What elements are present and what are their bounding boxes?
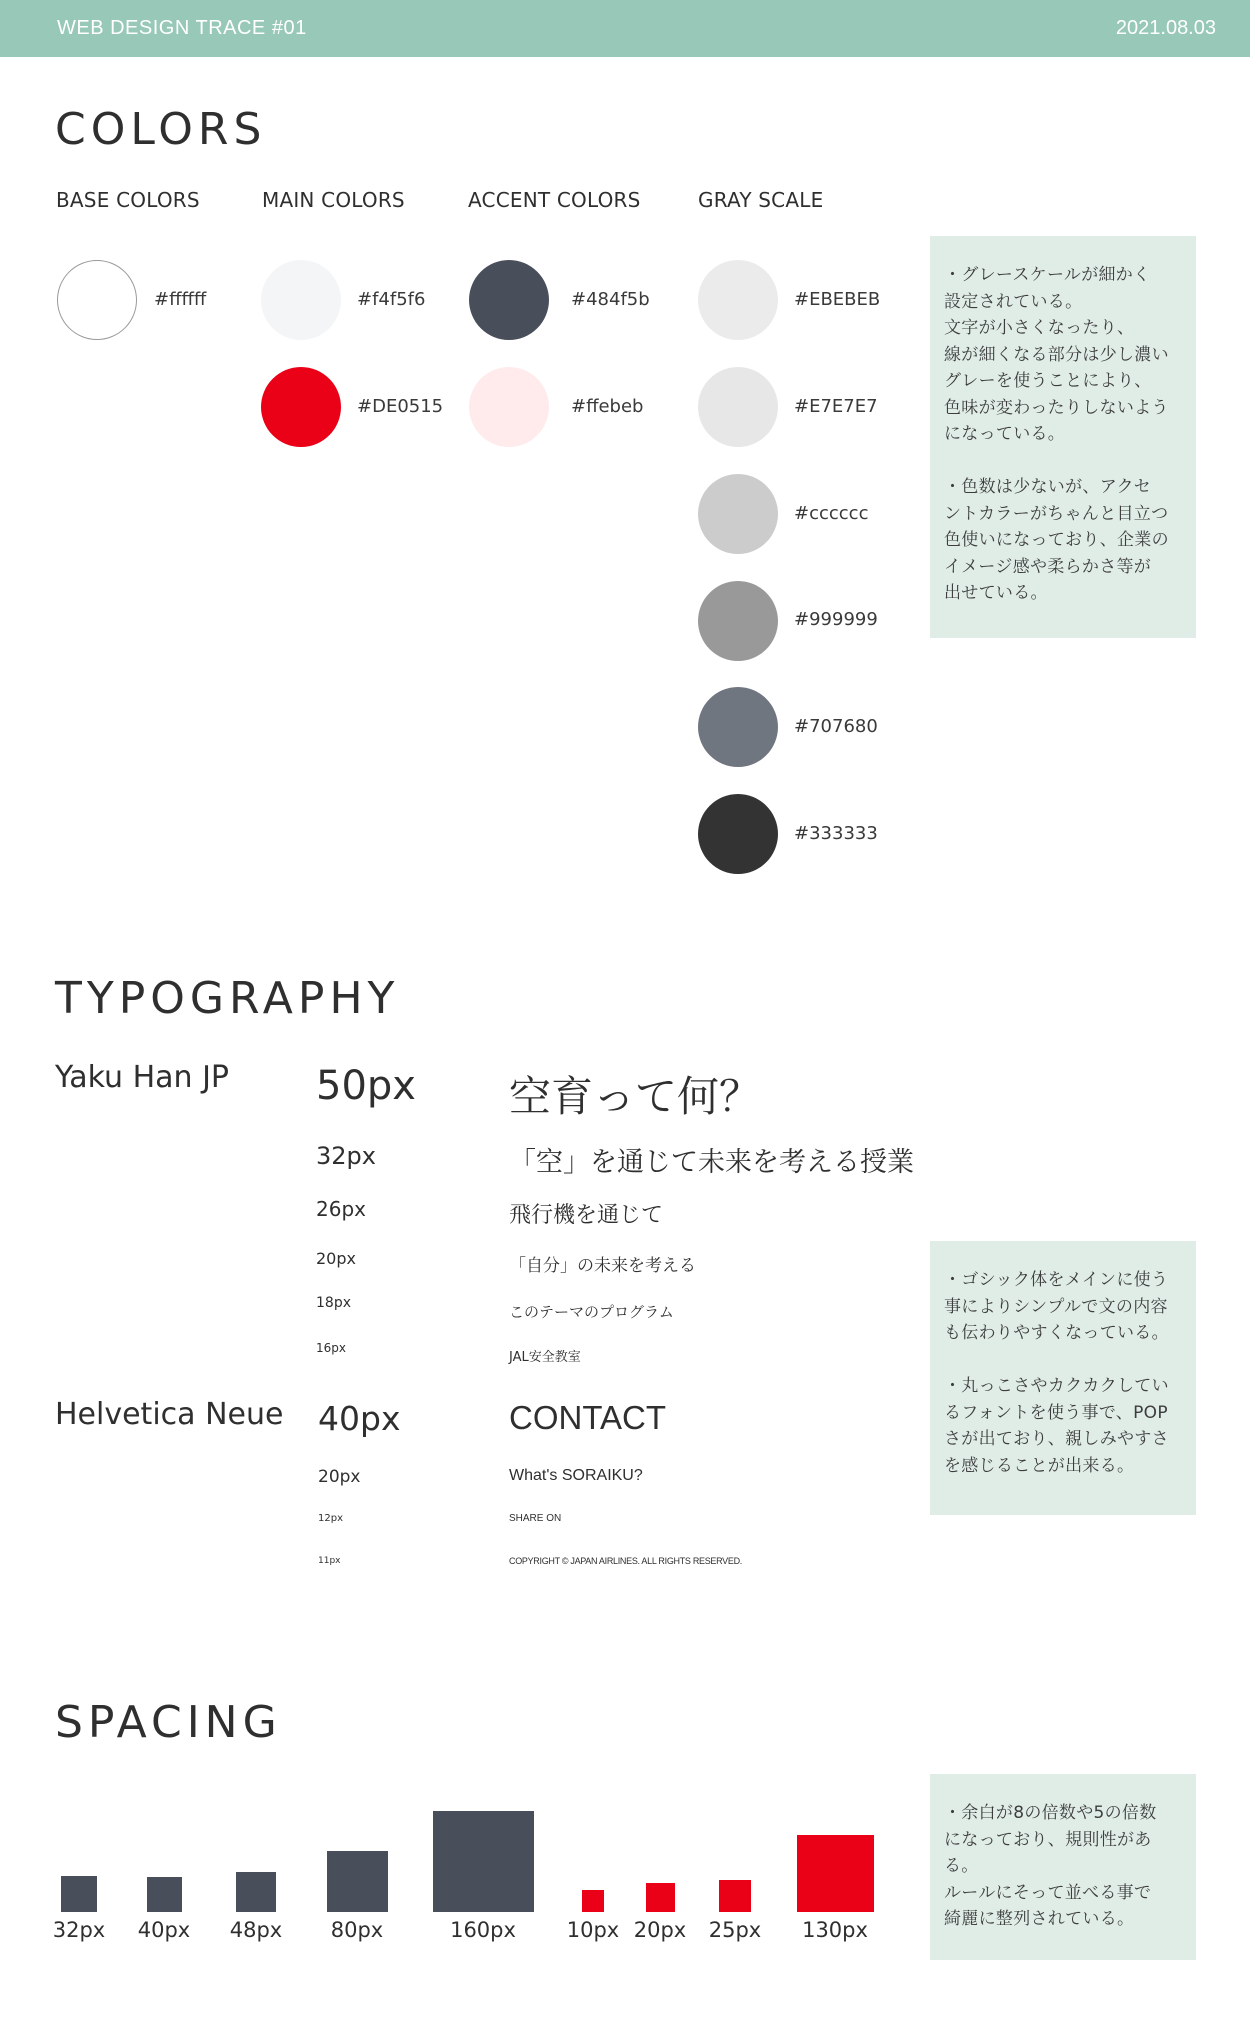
spacing-square	[61, 1876, 97, 1912]
type-sample: SHARE ON	[509, 1513, 562, 1524]
size-label: 20px	[316, 1249, 356, 1268]
hex-label: #DE0515	[357, 396, 444, 417]
spacing-square	[719, 1880, 751, 1912]
spacing-label: 160px	[450, 1918, 516, 1942]
type-sample: CONTACT	[509, 1399, 667, 1436]
hex-label: #f4f5f6	[357, 289, 426, 310]
type-sample: 飛行機を通じて	[509, 1203, 664, 1228]
spacing-square	[646, 1883, 675, 1912]
size-label: 16px	[316, 1341, 346, 1355]
accent-colors-heading: ACCENT COLORS	[468, 188, 641, 212]
spacing-label: 25px	[708, 1918, 762, 1942]
hex-label: #333333	[794, 823, 878, 844]
font-name-yaku-han: Yaku Han JP	[55, 1060, 230, 1095]
type-sample: このテーマのプログラム	[509, 1303, 674, 1321]
base-colors-heading: BASE COLORS	[56, 188, 200, 212]
spacing-square	[147, 1877, 182, 1912]
type-sample: 空育って何？	[509, 1072, 762, 1121]
spacing-note: ・余白が8の倍数や5の倍数 になっており、規則性がある。 ルールにそって並べる事で 綺麗に整列されている。	[930, 1774, 1196, 1960]
type-sample: 「空」を通じて未来を考える授業	[509, 1147, 914, 1178]
spacing-label: 20px	[633, 1918, 687, 1942]
spacing-label: 32px	[52, 1918, 106, 1942]
spacing-square	[582, 1890, 604, 1912]
gray-scale-heading: GRAY SCALE	[698, 188, 824, 212]
spacing-label: 80px	[330, 1918, 384, 1942]
type-sample: 「自分」の未来を考える	[509, 1256, 696, 1276]
size-label: 18px	[316, 1295, 351, 1311]
spacing-square	[797, 1835, 874, 1912]
size-label: 32px	[316, 1142, 376, 1170]
hex-label: #EBEBEB	[794, 289, 881, 310]
spacing-square	[327, 1851, 388, 1912]
size-label: 11px	[318, 1556, 341, 1566]
size-label: 40px	[318, 1399, 401, 1438]
size-label: 12px	[318, 1513, 343, 1524]
type-sample: JAL安全教室	[509, 1350, 581, 1365]
header-date: 2021.08.03	[1115, 17, 1216, 39]
hex-label: #ffffff	[154, 289, 207, 310]
spacing-label: 130px	[802, 1918, 868, 1942]
spacing-label: 40px	[137, 1918, 191, 1942]
hex-label: #484f5b	[571, 289, 650, 310]
size-label: 20px	[318, 1467, 361, 1487]
type-sample: COPYRIGHT © JAPAN AIRLINES. ALL RIGHTS RESERVED.	[509, 1556, 742, 1566]
hex-label: #999999	[794, 609, 878, 630]
spacing-label: 48px	[229, 1918, 283, 1942]
spacing-section-title: SPACING	[55, 1697, 282, 1748]
hex-label: #ffebeb	[571, 396, 644, 417]
header-title: WEB DESIGN TRACE #01	[57, 17, 307, 39]
hex-label: #707680	[794, 716, 878, 737]
type-sample: What's SORAIKU?	[509, 1467, 643, 1484]
size-label: 50px	[316, 1063, 416, 1109]
size-label: 26px	[316, 1197, 366, 1221]
font-name-helvetica-neue: Helvetica Neue	[55, 1397, 284, 1432]
spacing-square	[236, 1872, 276, 1912]
main-colors-heading: MAIN COLORS	[262, 188, 405, 212]
hex-label: #cccccc	[794, 503, 869, 524]
spacing-label: 10px	[566, 1918, 620, 1942]
typography-note: ・ゴシック体をメインに使う 事によりシンプルで文の内容 も伝わりやすくなっている。 ・丸っこさやカクカクしてい るフォントを使う事で、POP さが出ており、親しみやすさ を感じることが出来る。	[930, 1241, 1196, 1515]
colors-section-title: COLORS	[55, 104, 267, 155]
spacing-square	[433, 1811, 534, 1912]
typography-section-title: TYPOGRAPHY	[55, 973, 400, 1024]
colors-note: ・グレースケールが細かく 設定されている。 文字が小さくなったり、 線が細くなる部分は少し濃い グレーを使うことにより、 色味が変わったりしないよう になっている。 ・色数は少ないが、アクセ ントカラーがちゃんと目立つ 色使いになっており、企業の イメージ感や柔らかさ等が 出せている。	[930, 236, 1196, 638]
hex-label: #E7E7E7	[794, 396, 878, 417]
